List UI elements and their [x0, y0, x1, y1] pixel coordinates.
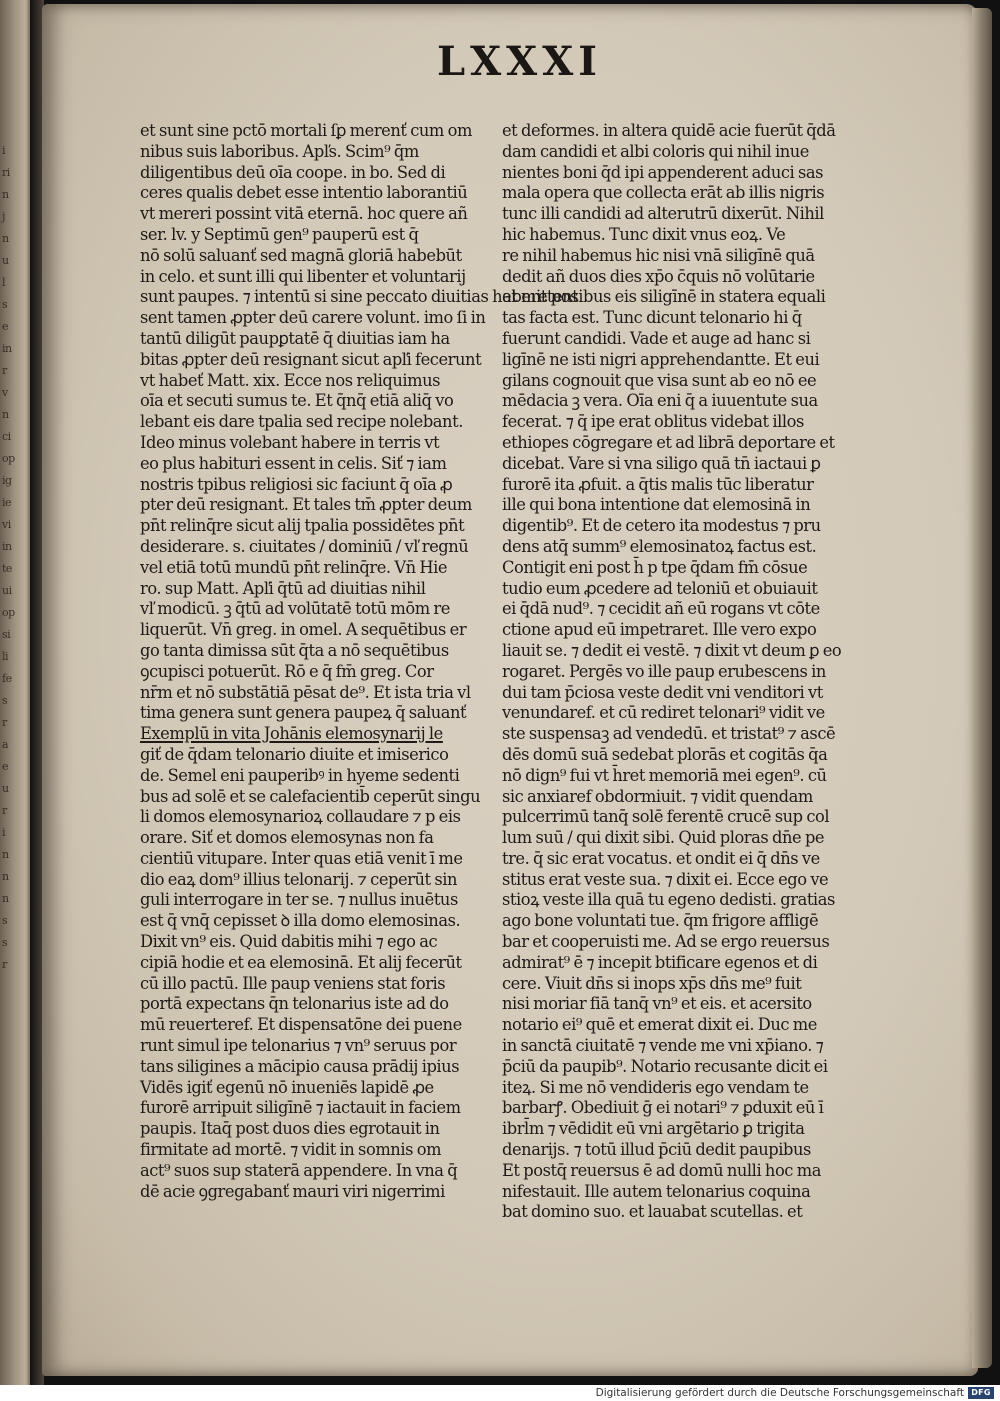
text-line: nō dign⁹ fui vt h̄ret memoriā mei egen⁹. cū	[502, 765, 827, 785]
text-line: ꝯcupisci potuerūt. Rō e q̄ fm̄ greg. Cor	[140, 661, 434, 681]
text-line: orare. Siť et domos elemosynas non fa	[140, 828, 434, 848]
previous-page-edge	[0, 0, 34, 1385]
text-line: act⁹ suos sup staterā appendere. In vna q̄	[140, 1160, 458, 1180]
text-line: mala opera que collecta erāt ab illis nigris	[502, 183, 825, 203]
text-line: ctione apud eū impetraret. Ille vero expo	[502, 620, 817, 640]
text-line: bus ad solē et se calefacientib̄ ceperūt singu	[140, 786, 481, 806]
text-line: venundaref. et cū rediret telonari⁹ vidit ve	[502, 703, 825, 723]
text-column-left	[140, 121, 579, 1202]
text-line: pulcerrimū tanq̄ solē ferentē crucē sup col	[502, 807, 830, 827]
text-line: ille qui bona intentione dat elemosinā in	[502, 495, 811, 515]
text-line: cientiū vitupare. Inter quas etiā venit ī me	[140, 848, 463, 868]
text-line: Contigit eni post h̄ p tpe q̄dam fm̄ cōsue	[502, 557, 808, 577]
text-line: cū illo pactū. Ille paup veniens stat foris	[140, 973, 446, 993]
text-line: nisi moriar fiā tanq̄ vn⁹ et eis. et acersito	[502, 994, 812, 1014]
text-line: lum suū / qui dixit sibi. Quid ploras dn̄e pe	[502, 828, 825, 848]
text-line: ago bone voluntati tue. q̄m frigore affligē	[502, 911, 819, 931]
text-line: rogaret. Pergēs vo ille paup erubescens in	[502, 661, 826, 681]
text-line: ste suspensaꝫ ad vendedū. et tristat⁹ ⁊ ascē	[502, 724, 836, 744]
text-line: Dixit vn⁹ eis. Quid dabitis mihi ⁊ ego ac	[140, 932, 438, 952]
text-line: sunt paupes. ⁊ intentū si sine peccato diuitias habere pos	[140, 287, 579, 307]
text-line: dui tam p̄ciosa veste dedit vni venditori vt	[502, 682, 823, 702]
folio-number: LXXXI	[437, 38, 602, 85]
text-line: Vidēs igiť egenū nō inueniēs lapidē ꝓe	[140, 1077, 434, 1097]
text-line: nr̄m et nō substātiā pēsat de⁹. Et ista tria vl	[140, 682, 471, 702]
text-line: ser. lv. y Septimū gen⁹ pauperū est q̄	[140, 224, 419, 244]
text-line: in sanctā ciuitatē ⁊ vende me vni xp̄iano. ⁊	[502, 1036, 824, 1056]
text-line: fuerunt candidi. Vade et auge ad hanc si	[502, 328, 811, 348]
text-line: lebant eis dare tpalia sed recipe nolebant.	[140, 412, 463, 432]
text-line: liquerūt. Vn̄ greg. in omel. A sequētibus er	[140, 620, 467, 640]
text-line: stitus erat veste sua. ⁊ dixit ei. Ecce ego ve	[502, 869, 829, 889]
text-line: bat domino suo. et lauabat scutellas. et	[502, 1202, 803, 1222]
text-line: paupis. Itaq̄ post duos dies egrotauit in	[140, 1119, 440, 1139]
text-line: sent tamen ꝓpter deū carere volunt. imo ſi in	[140, 308, 486, 328]
text-line: cere. Viuit dn̄s si inops xp̄s dn̄s me⁹ fuit	[502, 973, 802, 993]
text-line: nostris tpibus religiosi sic faciunt q̄ oīa ꝓ	[140, 474, 453, 494]
text-line: go tanta dimissa sūt q̄ta a nō sequētibus	[140, 640, 449, 660]
text-line: ligīnē ne isti nigri apprehendantte. Et eui	[502, 349, 820, 369]
text-line: bar et cooperuisti me. Ad se ergo reuersus	[502, 932, 830, 952]
text-line: re nihil habemus hic nisi vnā siligīnē quā	[502, 245, 815, 265]
book-page	[42, 4, 978, 1376]
text-line: diligentibus deū oīa coope. in bo. Sed di	[140, 162, 446, 182]
text-line: dedit añ duos dies xp̄o c̄quis nō volūtarie	[502, 266, 815, 286]
text-line: portā expectans q̄n telonarius iste ad do	[140, 994, 449, 1014]
text-line: gilans cognouit que visa sunt ab eo nō ee	[502, 370, 817, 390]
text-line: tunc illi candidi ad alterutrū dixerūt. Nihil	[502, 204, 824, 224]
dfg-logo: DFG	[968, 1387, 994, 1399]
text-line: cipiā hodie et ea elemosinā. Et alij fecerūt	[140, 952, 462, 972]
text-line: admirat⁹ ē ⁊ incepit btificare egenos et di	[502, 952, 818, 972]
text-line: li domos elemosynarioꝝ collaudare ⁊ p eis	[140, 807, 461, 827]
text-line: notario ei⁹ quē et emerat dixit ei. Duc me	[502, 1015, 817, 1035]
text-line: vt mereri possint vitā eternā. hoc quere añ	[140, 204, 468, 224]
text-line: digentib⁹. Et de cetero ita modestus ⁊ pru	[502, 516, 821, 536]
text-line: eo plus habituri essent in celis. Siť ⁊ iam	[140, 453, 447, 473]
text-line: dē acie ꝯgregabanť mauri viri nigerrimi	[140, 1181, 445, 1201]
text-line: sic anxiaref obdormiuit. ⁊ vidit quendam	[502, 786, 813, 806]
text-line: tantū diligūt paupꝑtatē q̄ diuitias iam ha	[140, 328, 450, 348]
text-line: firmitate ad mortē. ⁊ vidit in somnis om	[140, 1140, 442, 1160]
text-line: hic habemus. Tunc dixit vnus eoꝝ. Ve	[502, 224, 786, 244]
text-line: guli interrogare in ter se. ⁊ nullus inuētus	[140, 890, 458, 910]
text-line: ethiopes cōgregare et ad librā deportare et	[502, 432, 835, 452]
text-line: Ideo minus volebant habere in terris vt	[140, 432, 440, 452]
text-line: tans siligines a mācipio causa prādij ipius	[140, 1056, 460, 1076]
text-line: bitas ꝓpter deū resignant sicut apľi fecerunt	[140, 349, 482, 369]
text-line: mū reuerteref. Et dispensatōne dei puene	[140, 1015, 462, 1035]
text-line: et mittentibus eis siligīnē in statera equali	[502, 287, 826, 307]
text-line: pter deū resignant. Et tales tm̄ ꝓpter deum	[140, 495, 472, 515]
text-line: oīa et secuti sumus te. Et q̄nq̄ etiā aliq̄ vo	[140, 391, 454, 411]
text-line: nō solū saluanť sed magnā gloriā habebūt	[140, 245, 462, 265]
text-line: tudio eum ꝓcedere ad teloniū et obuiauit	[502, 578, 818, 598]
text-line: dens atq̄ summ⁹ elemosinatoꝝ factus est.	[502, 536, 817, 556]
text-line: nifestauit. Ille autem telonarius coquina	[502, 1181, 811, 1201]
text-line: fecerat. ⁊ q̄ ipe erat oblitus videbat illos	[502, 412, 804, 432]
text-line: nibus suis laboribus. Apľs. Scim⁹ q̄m	[140, 141, 419, 161]
text-line: dam candidi et albi coloris qui nihil inue	[502, 141, 809, 161]
text-line: giť de q̄dam telonario diuite et imiserico	[140, 744, 449, 764]
text-line: furorē arripuit siligīnē ⁊ iactauit in faciem	[140, 1098, 461, 1118]
text-line: runt simul ipe telonarius ⁊ vn⁹ seruus por	[140, 1036, 457, 1056]
text-line: Et postq̄ reuersus ē ad domū nulli hoc ma	[502, 1160, 821, 1180]
text-line: liauit se. ⁊ dedit ei vestē. ⁊ dixit vt deum ꝑ eo	[502, 640, 842, 660]
text-line: est q̄ vnq̄ cepisset ꝺ illa domo elemosinas.	[140, 911, 461, 931]
text-line: dio eaꝝ dom⁹ illius telonarij. ⁊ ceperūt sin	[140, 869, 458, 889]
text-line: barbarꝭ. Obediuit ḡ ei notari⁹ ⁊ ꝑduxit eū ī	[502, 1098, 824, 1118]
text-line: tre. q̄ sic erat vocatus. et ondit ei q̄ dn̄s ve	[502, 848, 820, 868]
text-line: tas facta est. Tunc dicunt telonario hi q̄	[502, 308, 802, 328]
text-line: nientes boni q̄d ipi appenderent aduci sas	[502, 162, 824, 182]
text-line: vt habeť Matt. xix. Ecce nos reliquimus	[140, 370, 441, 390]
page-edge-right	[972, 8, 992, 1368]
text-line: tima genera sunt genera paupeꝝ q̄ saluanť	[140, 703, 467, 723]
text-line: stioꝝ veste illa quā tu egeno dedisti. gratias	[502, 890, 835, 910]
text-line: in celo. et sunt illi qui libenter et voluntarij	[140, 266, 466, 286]
text-line: dēs domū suā sedebat plorās et cogitās q̄a	[502, 744, 828, 764]
text-line: dicebat. Vare si vna siligo quā tn̄ iactaui ꝑ	[502, 453, 821, 473]
previous-page-fragments: i ri n j n u l s e in r v n ci op ig ie vi in te ui op si li fe s r a e u r i n n n s s r	[2, 144, 15, 971]
text-line: et sunt sine pctō mortali ſꝑ merenť cum om	[140, 121, 472, 140]
text-line: vľ modicū. ꝫ q̄tū ad volūtatē totū mōm re	[140, 599, 450, 619]
footer-bar	[0, 1385, 1000, 1401]
text-line: ibrl̄m ⁊ vēdidit eū vni argētario ꝑ trigita	[502, 1119, 805, 1139]
text-line: de. Semel eni pauperibꝰ in hyeme sedenti	[140, 765, 460, 785]
text-line: pn̄t relinq̄re sicut alij tpalia possidētes pn̄t	[140, 516, 465, 536]
text-line: denarijs. ⁊ totū illud p̄ciū dedit paupibus	[502, 1140, 811, 1160]
text-line: p̄ciū da paupib⁹. Notario recusante dicit ei	[502, 1056, 828, 1076]
text-line: mēdacia ꝫ vera. Oīa eni q̄ a iuuentute sua	[502, 391, 818, 411]
text-line: et deformes. in altera quidē acie fuerūt q̄dā	[502, 121, 836, 140]
funding-caption: Digitalisierung gefördert durch die Deutsche Forschungsgemeinschaft	[595, 1387, 964, 1399]
text-line: ceres qualis debet esse intentio laborantiū	[140, 183, 468, 203]
text-line: Exemplū in vita Johānis elemosynarij le	[140, 724, 443, 744]
text-column-right	[502, 121, 890, 1223]
text-line: iteꝝ. Si me nō vendideris ego vendam te	[502, 1077, 809, 1097]
text-line: ei q̄dā nud⁹. ⁊ cecidit añ eū rogans vt cōte	[502, 599, 820, 619]
text-line: vel etiā totū mundū pn̄t relinq̄re. Vn̄ Hie	[140, 557, 448, 577]
text-line: ro. sup Matt. Apľi q̄tū ad diuitias nihil	[140, 578, 426, 598]
text-line: desiderare. s. ciuitates / dominiū / vľ regnū	[140, 536, 469, 556]
text-line: furorē ita ꝓfuit. a q̄tis malis tūc liberatur	[502, 474, 814, 494]
